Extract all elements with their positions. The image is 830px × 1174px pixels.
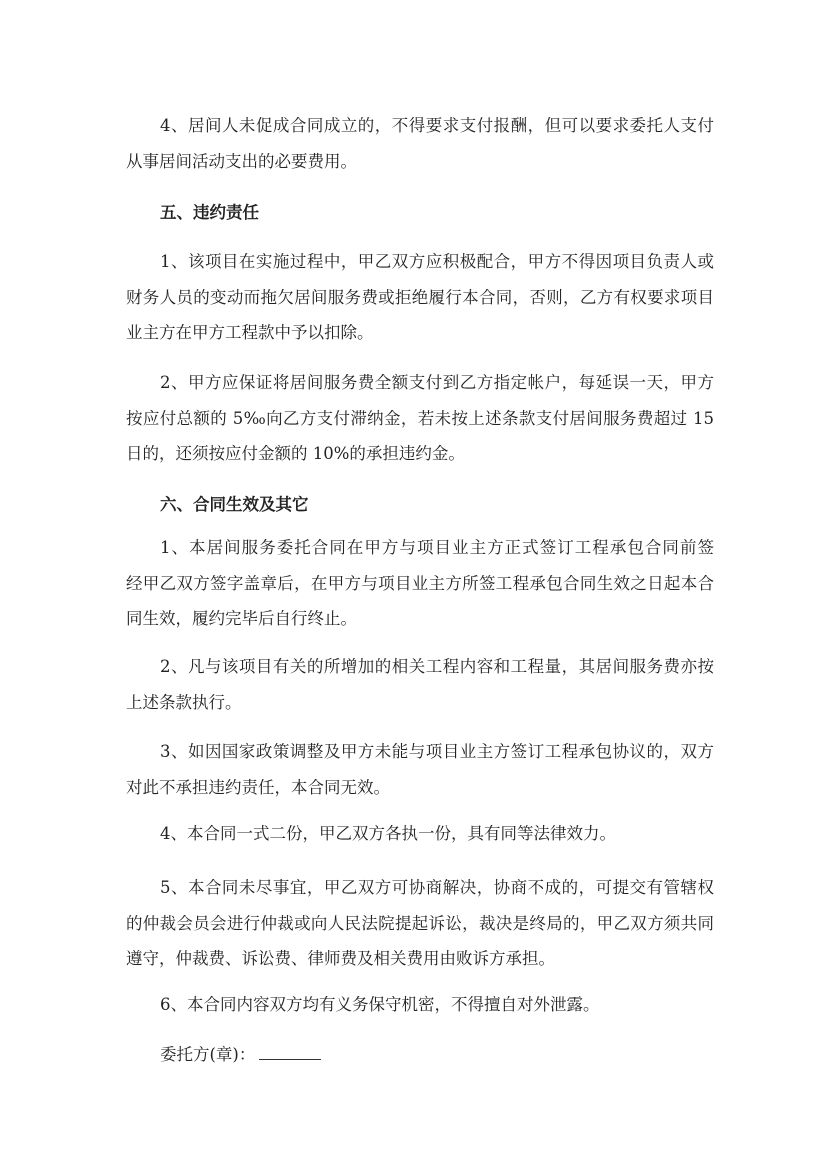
text-line: 4、本合同一式二份，甲乙双方各执一份，具有同等法律效力。	[160, 824, 616, 843]
text-line: 财务人员的变动而拖欠居间服务费或拒绝履行本合同，否则，乙方有权要求项目	[126, 287, 714, 307]
paragraph	[126, 365, 714, 472]
text-line: 2、凡与该项目有关的所增加的相关工程内容和工程量，其居间服务费亦按	[160, 657, 714, 676]
text-line: 3、如因国家政策调整及甲方未能与项目业主方签订工程承包协议的，双方	[160, 742, 714, 761]
text-line: 日的，还须按应付金额的 10%的承担违约金。	[126, 444, 465, 464]
signature-blank-line[interactable]	[259, 1045, 321, 1060]
signature-block	[126, 1037, 714, 1073]
text-line: 1、该项目在实施过程中，甲乙双方应积极配合，甲方不得因项目负责人或	[160, 252, 714, 271]
signature-label: 委托方(章)：	[160, 1045, 256, 1064]
text-line: 按应付总额的 5‰向乙方支付滞纳金，若未按上述条款支付居间服务费超过 15	[126, 408, 714, 428]
text-line: 4、居间人未促成合同成立的，不得要求支付报酬，但可以要求委托人支付	[160, 116, 714, 135]
paragraph	[126, 870, 714, 977]
paragraph	[126, 530, 714, 637]
text-line: 对此不承担违约责任，本合同无效。	[126, 777, 390, 797]
text-line: 的仲裁会员会进行仲裁或向人民法院提起诉讼，裁决是终局的，甲乙双方须共同	[126, 913, 714, 933]
paragraph	[126, 734, 714, 805]
text-line: 2、甲方应保证将居间服务费全额支付到乙方指定帐户，每延误一天，甲方	[160, 373, 714, 392]
text-line: 5、本合同未尽事宜，甲乙双方可协商解决，协商不成的，可提交有管辖权	[160, 878, 714, 897]
text-line: 经甲乙双方签字盖章后，在甲方与项目业主方所签工程承包合同生效之日起本合	[126, 573, 714, 593]
text-line: 业主方在甲方工程款中予以扣除。	[126, 323, 374, 343]
text-line: 1、本居间服务委托合同在甲方与项目业主方正式签订工程承包合同前签	[160, 538, 714, 557]
paragraph	[126, 987, 714, 1023]
section-heading	[126, 487, 714, 523]
text-line: 从事居间活动支出的必要费用。	[126, 151, 357, 171]
paragraph	[126, 244, 714, 351]
text-line: 同生效，履约完毕后自行终止。	[126, 609, 357, 629]
text-line: 六、合同生效及其它	[160, 495, 309, 514]
text-line: 上述条款执行。	[126, 692, 242, 712]
text-line: 6、本合同内容双方均有义务保守机密，不得擅自对外泄露。	[160, 995, 600, 1014]
section-heading	[126, 195, 714, 231]
text-line: 遵守，仲裁费、诉讼费、律师费及相关费用由败诉方承担。	[126, 949, 555, 969]
text-line: 五、违约责任	[160, 203, 259, 222]
paragraph	[126, 108, 714, 179]
paragraph	[126, 816, 714, 852]
paragraph	[126, 649, 714, 720]
